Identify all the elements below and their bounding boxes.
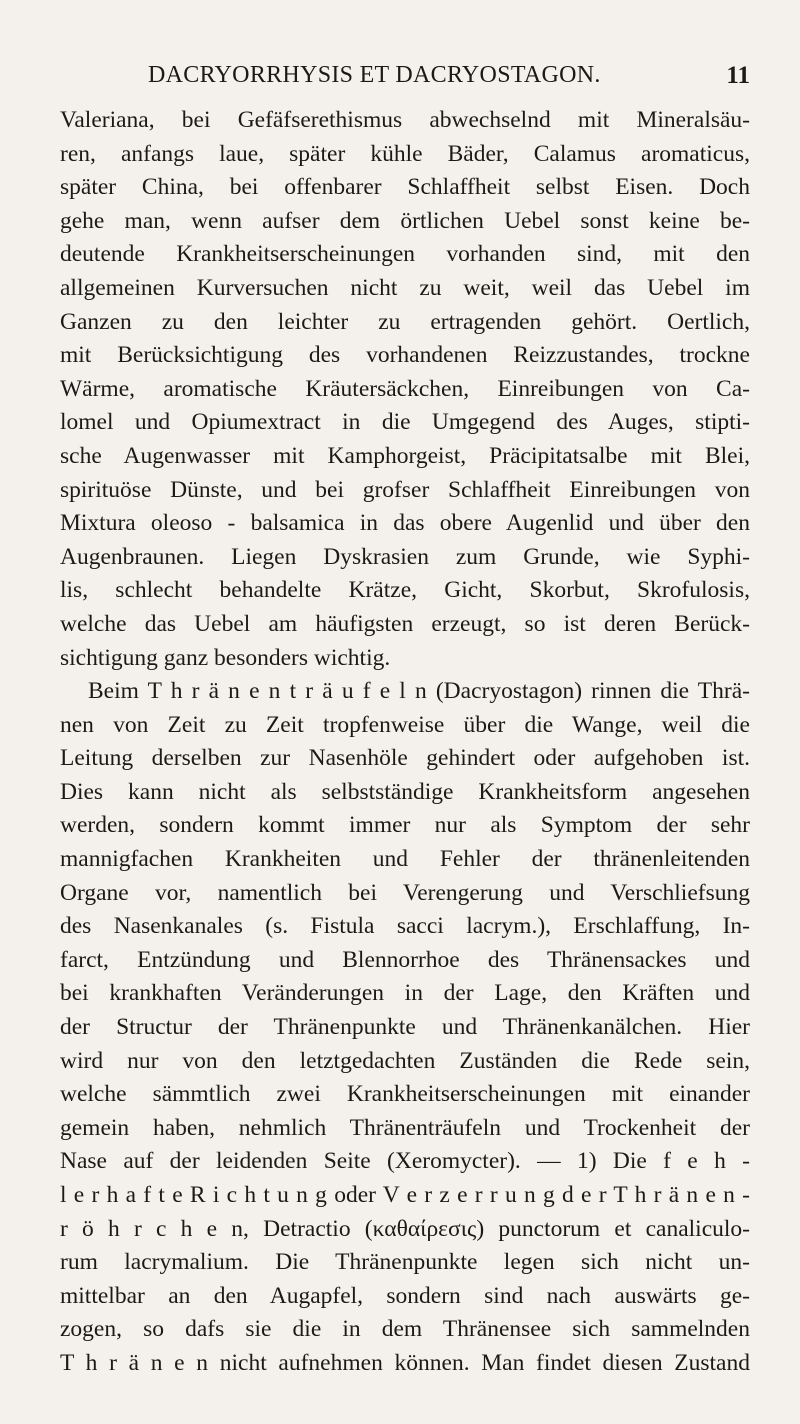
text-line: bei krankhaften Veränderungen in der Lage, den Kräften und [60,980,750,1007]
text-line: später China, bei offenbarer Schlaffheit selbst Eisen. Doch [60,174,750,201]
text-line: welche das Uebel am häufigsten erzeugt, so ist deren Berück- [60,610,750,637]
text-line: rum lacrymalium. Die Thränenpunkte legen sich nicht un- [60,1249,750,1276]
text-line: r ö h r c h e n, Detractio (καθαίρεσις) punctorum et canaliculo- [60,1215,750,1242]
text-line: lomel und Opiumextract in die Umgegend des Auges, stipti- [60,409,750,436]
running-title: DACRYORRHYSIS ET DACRYOSTAGON. [148,62,601,88]
text-line: allgemeinen Kurversuchen nicht zu weit, weil das Uebel im [60,274,750,301]
text-line: spirituöse Dünste, und bei grofser Schlaffheit Einreibungen von [60,476,750,503]
text-line: gehe man, wenn aufser dem örtlichen Uebel sonst keine be- [60,207,750,234]
text-line: Ganzen zu den leichter zu ertragenden gehört. Oertlich, [60,308,750,335]
text-line: Leitung derselben zur Nasenhöle gehindert oder aufgehoben ist. [60,745,750,772]
text-line: sichtigung ganz besonders wichtig. [60,644,391,671]
text-line: der Structur der Thränenpunkte und Thränenkanälchen. Hier [60,1014,750,1041]
text-line: gemein haben, nehmlich Thränenträufeln und Trockenheit der [60,1114,750,1141]
text-line: lis, schlecht behandelte Krätze, Gicht, Skorbut, Skrofulosis, [60,577,750,604]
page-number: 11 [726,62,750,89]
text-line: Dies kann nicht als selbstständige Krankheitsform angesehen [60,778,750,805]
text-line: Beim T h r ä n e n t r ä u f e l n (Dacryostagon) rinnen die Thrä- [88,678,750,705]
text-line: wird nur von den letztgedachten Zuständen die Rede sein, [60,1047,750,1074]
text-line: welche sämmtlich zwei Krankheitserscheinungen mit einander [60,1081,750,1108]
text-line: mittelbar an den Augapfel, sondern sind nach auswärts ge- [60,1282,750,1309]
running-head [148,62,750,98]
text-line: farct, Entzündung und Blennorrhoe des Thränensackes und [60,946,750,973]
text-line: ren, anfangs laue, später kühle Bäder, Calamus aromaticus, [60,140,750,167]
text-line: l e r h a f t e R i c h t u n g oder V e r z e r r u n g d e r T h r ä n e n - [60,1182,750,1208]
text-line: des Nasenkanales (s. Fistula sacci lacrym.), Erschlaffung, In- [60,913,750,940]
text-line: T h r ä n e n nicht aufnehmen können. Man findet diesen Zustand [60,1349,750,1376]
text-line: mit Berücksichtigung des vorhandenen Reizzustandes, trockne [60,342,750,369]
text-line: Mixtura oleoso - balsamica in das obere Augenlid und über den [60,510,750,537]
text-line: Valeriana, bei Gefäfserethismus abwechselnd mit Mineralsäu- [60,107,750,133]
text-line: Wärme, aromatische Kräutersäckchen, Einreibungen von Ca- [60,375,750,402]
text-line: zogen, so dafs sie die in dem Thränensee sich sammelnden [60,1316,750,1343]
text-line: nen von Zeit zu Zeit tropfenweise über die Wange, weil die [60,711,750,738]
text-line: Augenbraunen. Liegen Dyskrasien zum Grunde, wie Syphi- [60,543,750,570]
body-text [60,104,750,1381]
text-line: werden, sondern kommt immer nur als Symptom der sehr [60,812,750,839]
text-line: Organe vor, namentlich bei Verengerung und Verschliefsung [60,879,750,906]
text-line: mannigfachen Krankheiten und Fehler der thränenleitenden [60,846,750,873]
text-line: Nase auf der leidenden Seite (Xeromycter). — 1) Die f e h - [60,1148,750,1175]
text-line: sche Augenwasser mit Kamphorgeist, Präcipitatsalbe mit Blei, [60,442,750,469]
text-line: deutende Krankheitserscheinungen vorhanden sind, mit den [60,241,750,268]
